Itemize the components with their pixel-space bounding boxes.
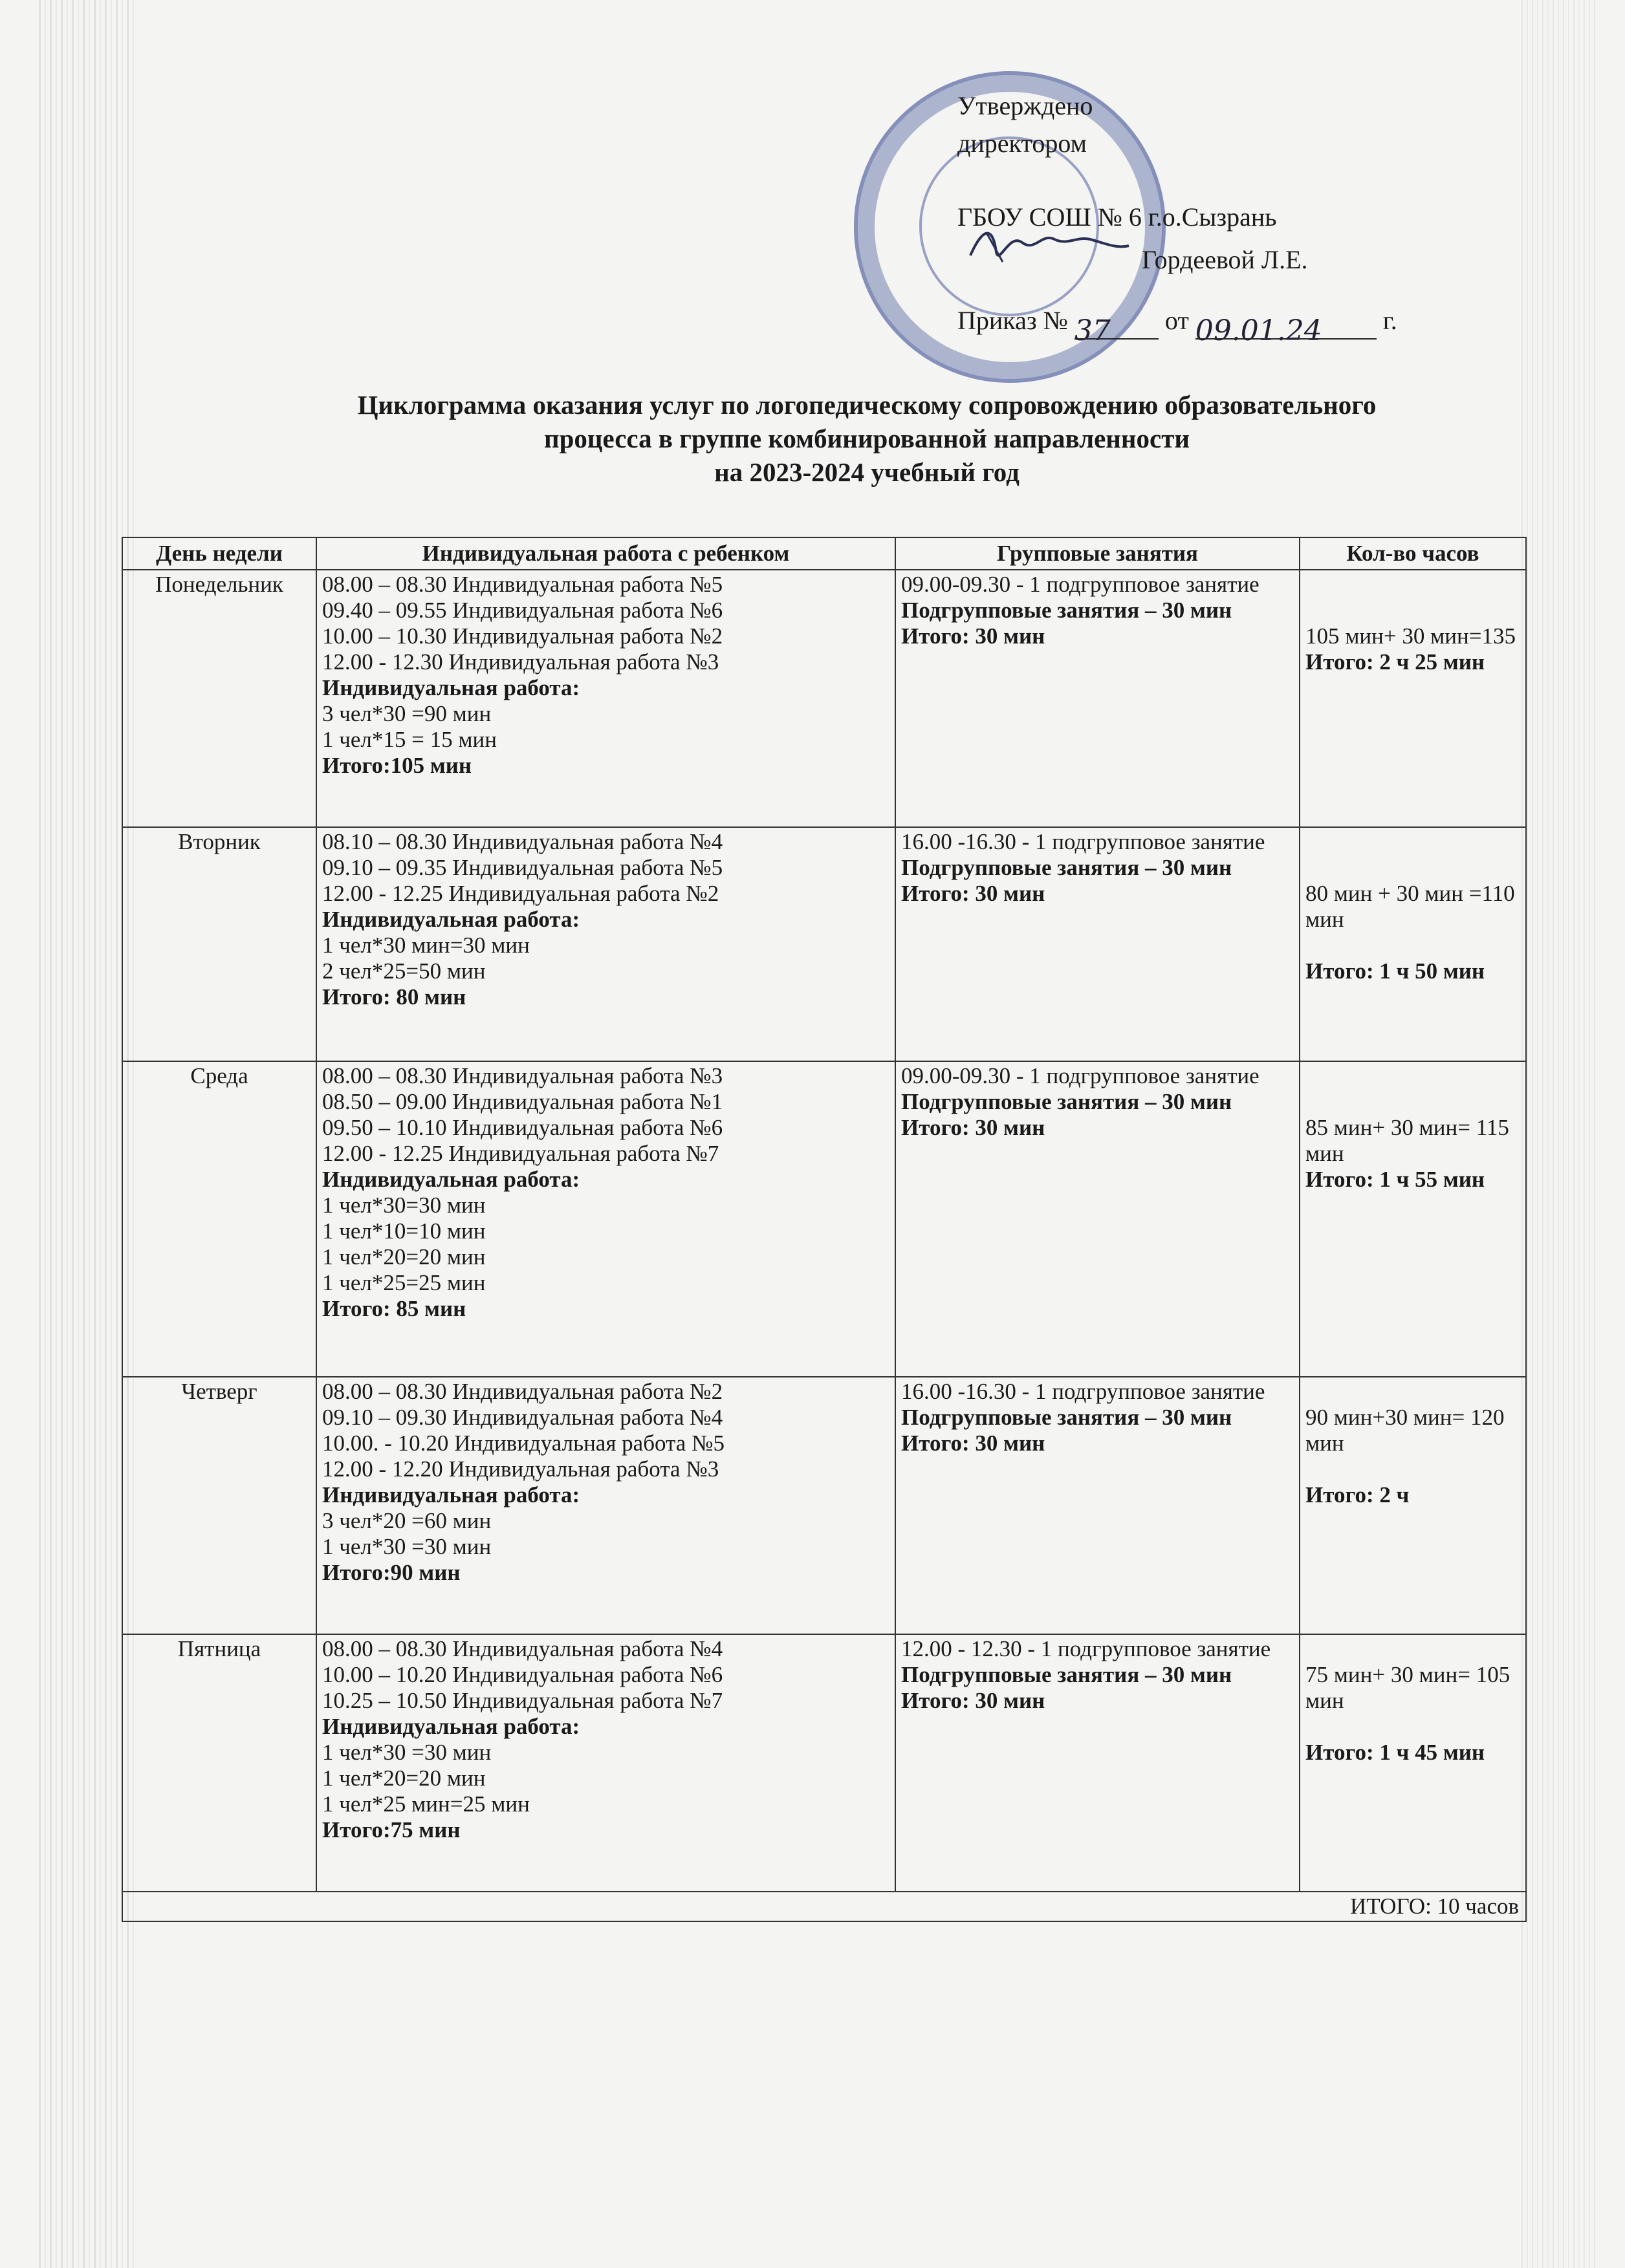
hours-calc: 75 мин+ 30 мин= 105 мин [1305, 1662, 1510, 1713]
group-cell [895, 827, 1300, 1061]
title-line-2: процесса в группе комбинированной направленности [543, 424, 1190, 453]
calc-line: 1 чел*20=20 мин [322, 1766, 486, 1791]
individual-cell [316, 827, 895, 1061]
director-label: директором [957, 129, 1087, 158]
header-day: День недели [122, 537, 316, 570]
group-cell [895, 1061, 1300, 1377]
calc-line: 1 чел*25 мин=25 мин [322, 1791, 530, 1817]
individual-total: Итого: 80 мин [322, 984, 466, 1010]
scan-edge-right [1521, 0, 1599, 2268]
table-row [122, 570, 1526, 827]
session-line: 09.40 – 09.55 Индивидуальная работа №6 [322, 598, 723, 623]
session-line: 10.25 – 10.50 Индивидуальная работа №7 [322, 1688, 723, 1713]
individual-total: Итого:90 мин [322, 1560, 461, 1585]
schedule-table [122, 537, 1527, 1922]
order-from: от [1164, 306, 1189, 335]
calc-line: 1 чел*30 =30 мин [322, 1740, 492, 1765]
session-line: 09.50 – 10.10 Индивидуальная работа №6 [322, 1115, 723, 1140]
hours-total: Итого: 1 ч 55 мин [1305, 1167, 1485, 1192]
session-line: 08.10 – 08.30 Индивидуальная работа №4 [322, 829, 723, 854]
individual-cell [316, 1634, 895, 1892]
group-cell [895, 570, 1300, 827]
total-row [122, 1892, 1526, 1921]
approved-label: Утверждено [957, 91, 1093, 120]
session-line: 08.00 – 08.30 Индивидуальная работа №4 [322, 1636, 723, 1661]
header-hours: Кол-во часов [1300, 537, 1526, 570]
group-label: Подгрупповые занятия – 30 мин [901, 1405, 1232, 1430]
order-number: 37 [1074, 312, 1159, 340]
day-cell: Понедельник [122, 570, 316, 827]
day-cell: Вторник [122, 827, 316, 1061]
hours-calc: 90 мин+30 мин= 120 мин [1305, 1405, 1505, 1456]
group-label: Подгрупповые занятия – 30 мин [901, 598, 1232, 623]
day-cell: Пятница [122, 1634, 316, 1892]
table-row [122, 827, 1526, 1061]
individual-total: Итого:75 мин [322, 1817, 461, 1842]
group-label: Подгрупповые занятия – 30 мин [901, 1662, 1232, 1687]
table-header-row [122, 537, 1526, 570]
hours-cell [1300, 1061, 1526, 1377]
group-total: Итого: 30 мин [901, 881, 1045, 906]
session-line: 09.10 – 09.35 Индивидуальная работа №5 [322, 855, 723, 880]
approval-block [957, 87, 1540, 347]
individual-cell [316, 1377, 895, 1634]
individual-label: Индивидуальная работа: [322, 1714, 580, 1739]
order-line [957, 302, 1540, 347]
hours-cell [1300, 570, 1526, 827]
table-row [122, 1061, 1526, 1377]
group-total: Итого: 30 мин [901, 1115, 1045, 1140]
calc-line: 1 чел*25=25 мин [322, 1270, 486, 1295]
calc-line: 1 чел*30=30 мин [322, 1193, 486, 1218]
header-individual: Индивидуальная работа с ребенком [316, 537, 895, 570]
group-session: 16.00 -16.30 - 1 подгрупповое занятие [901, 829, 1265, 854]
individual-total: Итого:105 мин [322, 753, 472, 778]
grand-total: ИТОГО: 10 часов [122, 1892, 1526, 1921]
session-line: 10.00. - 10.20 Индивидуальная работа №5 [322, 1431, 725, 1456]
group-total: Итого: 30 мин [901, 623, 1045, 649]
individual-label: Индивидуальная работа: [322, 907, 580, 932]
session-line: 08.00 – 08.30 Индивидуальная работа №5 [322, 572, 723, 597]
session-line: 08.00 – 08.30 Индивидуальная работа №3 [322, 1063, 723, 1088]
calc-line: 1 чел*15 = 15 мин [322, 727, 497, 752]
session-line: 08.50 – 09.00 Индивидуальная работа №1 [322, 1089, 723, 1114]
hours-total: Итого: 1 ч 50 мин [1305, 958, 1485, 984]
hours-cell [1300, 1377, 1526, 1634]
individual-label: Индивидуальная работа: [322, 675, 580, 700]
individual-cell [316, 1061, 895, 1377]
order-prefix: Приказ № [957, 306, 1068, 335]
session-line: 12.00 - 12.20 Индивидуальная работа №3 [322, 1456, 719, 1482]
group-total: Итого: 30 мин [901, 1688, 1045, 1713]
session-line: 08.00 – 08.30 Индивидуальная работа №2 [322, 1379, 723, 1404]
group-session: 09.00-09.30 - 1 подгрупповое занятие [901, 572, 1260, 597]
individual-label: Индивидуальная работа: [322, 1482, 580, 1507]
title-line-3: на 2023-2024 учебный год [714, 457, 1020, 487]
hours-calc: 105 мин+ 30 мин=135 [1305, 623, 1516, 649]
hours-calc: 85 мин+ 30 мин= 115 мин [1305, 1115, 1509, 1166]
title-line-1: Циклограмма оказания услуг по логопедическому сопровождению образовательного [357, 390, 1377, 420]
school-name: ГБОУ СОШ № 6 г.о.Сызрань [957, 202, 1277, 232]
session-line: 09.10 – 09.30 Индивидуальная работа №4 [322, 1405, 723, 1430]
individual-label: Индивидуальная работа: [322, 1167, 580, 1192]
calc-line: 1 чел*10=10 мин [322, 1218, 486, 1244]
group-label: Подгрупповые занятия – 30 мин [901, 1089, 1232, 1114]
day-cell: Среда [122, 1061, 316, 1377]
individual-total: Итого: 85 мин [322, 1296, 466, 1321]
group-session: 12.00 - 12.30 - 1 подгрупповое занятие [901, 1636, 1271, 1661]
individual-cell [316, 570, 895, 827]
session-line: 12.00 - 12.25 Индивидуальная работа №2 [322, 881, 719, 906]
session-line: 10.00 – 10.20 Индивидуальная работа №6 [322, 1662, 723, 1687]
calc-line: 1 чел*30 =30 мин [322, 1534, 492, 1559]
session-line: 12.00 - 12.25 Индивидуальная работа №7 [322, 1141, 719, 1166]
hours-total: Итого: 2 ч [1305, 1482, 1410, 1507]
calc-line: 1 чел*20=20 мин [322, 1244, 486, 1269]
calc-line: 3 чел*20 =60 мин [322, 1508, 492, 1533]
group-cell [895, 1377, 1300, 1634]
document-title [213, 388, 1520, 489]
table-row [122, 1377, 1526, 1634]
header-group: Групповые занятия [895, 537, 1300, 570]
group-session: 16.00 -16.30 - 1 подгрупповое занятие [901, 1379, 1265, 1404]
hours-total: Итого: 1 ч 45 мин [1305, 1740, 1485, 1765]
calc-line: 2 чел*25=50 мин [322, 958, 486, 984]
hours-total: Итого: 2 ч 25 мин [1305, 649, 1485, 675]
calc-line: 1 чел*30 мин=30 мин [322, 933, 530, 958]
group-label: Подгрупповые занятия – 30 мин [901, 855, 1232, 880]
order-date: 09.01.24 [1195, 312, 1377, 340]
group-cell [895, 1634, 1300, 1892]
group-session: 09.00-09.30 - 1 подгрупповое занятие [901, 1063, 1260, 1088]
order-suffix: г. [1382, 306, 1397, 335]
calc-line: 3 чел*30 =90 мин [322, 701, 492, 726]
director-name: Гордеевой Л.Е. [1142, 245, 1308, 274]
group-total: Итого: 30 мин [901, 1431, 1045, 1456]
hours-cell [1300, 827, 1526, 1061]
hours-calc: 80 мин + 30 мин =110 мин [1305, 881, 1515, 932]
hours-cell [1300, 1634, 1526, 1892]
session-line: 10.00 – 10.30 Индивидуальная работа №2 [322, 623, 723, 649]
day-cell: Четверг [122, 1377, 316, 1634]
table-row [122, 1634, 1526, 1892]
session-line: 12.00 - 12.30 Индивидуальная работа №3 [322, 649, 719, 675]
